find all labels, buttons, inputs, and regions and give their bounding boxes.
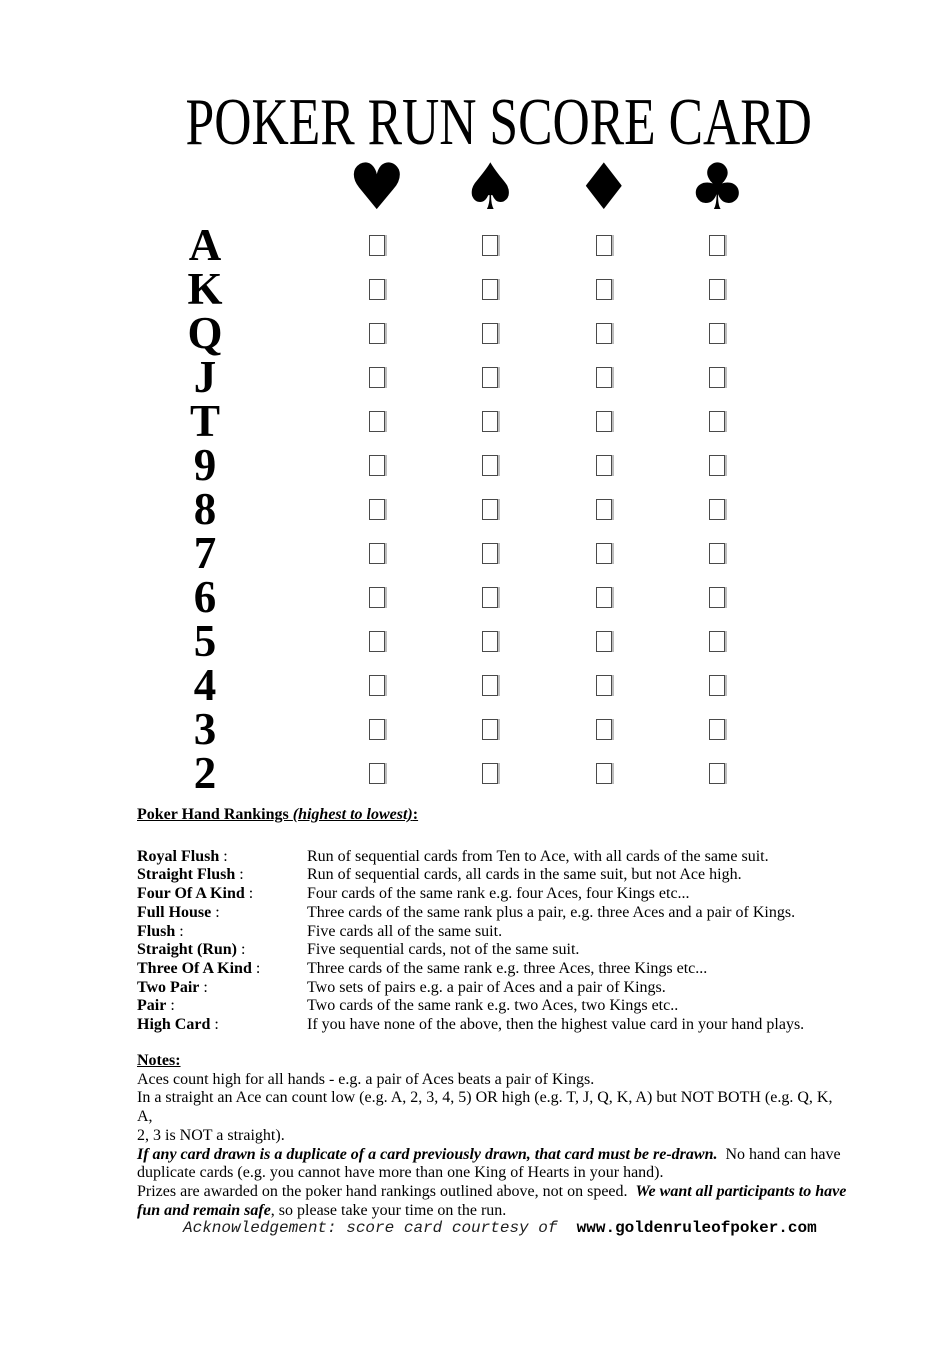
ranking-item xyxy=(137,941,851,960)
checkbox-cell-9-spades xyxy=(482,455,498,476)
checkbox-3-spades[interactable] xyxy=(482,719,498,740)
page-title xyxy=(0,85,950,159)
rankings-section xyxy=(137,806,851,1035)
rank-label-8: 8 xyxy=(193,484,217,534)
checkbox-cell-3-clubs xyxy=(709,719,725,740)
checkbox-K-hearts[interactable] xyxy=(369,279,385,300)
checkbox-Q-hearts[interactable] xyxy=(369,323,385,344)
ranking-term-cell xyxy=(137,1016,307,1035)
ranking-term-cell xyxy=(137,941,307,960)
checkbox-5-spades[interactable] xyxy=(482,631,498,652)
rank-label-6: 6 xyxy=(193,572,217,622)
checkbox-9-clubs[interactable] xyxy=(709,455,725,476)
checkbox-cell-J-hearts xyxy=(369,367,385,388)
rankings-list xyxy=(137,848,851,1035)
checkbox-9-diamonds[interactable] xyxy=(596,455,612,476)
checkbox-T-hearts[interactable] xyxy=(369,411,385,432)
checkbox-2-spades[interactable] xyxy=(482,763,498,784)
checkbox-cell-4-hearts xyxy=(369,675,385,696)
rank-label-2: 2 xyxy=(193,748,217,798)
checkbox-cell-8-diamonds xyxy=(596,499,612,520)
checkbox-cell-T-hearts xyxy=(369,411,385,432)
ranking-definition: If you have none of the above, then the highest value card in your hand plays. xyxy=(307,1016,805,1034)
rank-label-Q: Q xyxy=(187,308,223,358)
checkbox-cell-7-spades xyxy=(482,543,498,564)
rankings-heading xyxy=(137,806,851,825)
checkbox-9-spades[interactable] xyxy=(482,455,498,476)
checkbox-3-clubs[interactable] xyxy=(709,719,725,740)
note-line xyxy=(137,1089,851,1126)
ranking-item xyxy=(137,923,851,942)
checkbox-7-hearts[interactable] xyxy=(369,543,385,564)
ranking-item xyxy=(137,997,851,1016)
checkbox-cell-2-spades xyxy=(482,763,498,784)
note-text-segment: , so please take your time on the run. xyxy=(270,1201,507,1219)
checkbox-4-hearts[interactable] xyxy=(369,675,385,696)
rank-label-A: A xyxy=(188,220,222,270)
checkbox-cell-6-hearts xyxy=(369,587,385,608)
checkbox-cell-Q-diamonds xyxy=(596,323,612,344)
checkbox-K-clubs[interactable] xyxy=(709,279,725,300)
checkbox-8-hearts[interactable] xyxy=(369,499,385,520)
note-line xyxy=(137,1146,851,1165)
ranking-definition: Five cards all of the same suit. xyxy=(307,922,503,940)
notes-heading: Notes: xyxy=(137,1052,181,1069)
ranking-definition: Run of sequential cards, all cards in the same suit, but not Ace high. xyxy=(307,866,742,884)
checkbox-8-spades[interactable] xyxy=(482,499,498,520)
rank-label-7: 7 xyxy=(193,528,217,578)
checkbox-A-diamonds[interactable] xyxy=(596,235,612,256)
ranking-term: Full House xyxy=(137,903,212,921)
note-line xyxy=(137,1071,851,1090)
note-text-segment: duplicate cards (e.g. you cannot have more than one King of Hearts in your hand). xyxy=(137,1164,664,1182)
checkbox-cell-2-clubs xyxy=(709,763,725,784)
checkbox-Q-diamonds[interactable] xyxy=(596,323,612,344)
checkbox-cell-9-diamonds xyxy=(596,455,612,476)
ranking-term-colon: : xyxy=(211,903,220,921)
ranking-term: High Card xyxy=(137,1016,211,1034)
page-title-text: POKER RUN SCORE CARD xyxy=(185,85,813,159)
checkbox-cell-A-diamonds xyxy=(596,235,612,256)
suit-hearts-icon: ♥ xyxy=(348,151,406,225)
checkbox-cell-8-clubs xyxy=(709,499,725,520)
acknowledgement-url: www.goldenruleofpoker.com xyxy=(576,1219,817,1237)
ranking-term-colon: : xyxy=(199,978,208,996)
checkbox-cell-6-diamonds xyxy=(596,587,612,608)
note-line xyxy=(137,1202,851,1221)
checkbox-J-hearts[interactable] xyxy=(369,367,385,388)
checkbox-cell-J-diamonds xyxy=(596,367,612,388)
checkbox-cell-A-spades xyxy=(482,235,498,256)
checkbox-cell-4-clubs xyxy=(709,675,725,696)
ranking-definition: Two sets of pairs e.g. a pair of Aces and a pair of Kings. xyxy=(307,978,666,996)
checkbox-cell-6-spades xyxy=(482,587,498,608)
checkbox-4-diamonds[interactable] xyxy=(596,675,612,696)
rank-label-9: 9 xyxy=(193,440,217,490)
ranking-item xyxy=(137,866,851,885)
checkbox-K-spades[interactable] xyxy=(482,279,498,300)
checkbox-J-clubs[interactable] xyxy=(709,367,725,388)
note-line xyxy=(137,1164,851,1183)
note-text-segment: If any card drawn is a duplicate of a card previously drawn, that card must be re-drawn. xyxy=(137,1145,718,1163)
ranking-term-colon: : xyxy=(251,959,261,977)
ranking-term: Pair xyxy=(137,997,167,1015)
ranking-definition: Three cards of the same rank e.g. three Aces, three Kings etc... xyxy=(307,959,708,977)
checkbox-A-hearts[interactable] xyxy=(369,235,385,256)
checkbox-J-diamonds[interactable] xyxy=(596,367,612,388)
ranking-term-cell xyxy=(137,997,307,1016)
ranking-term-colon: : xyxy=(210,1016,219,1034)
checkbox-cell-8-spades xyxy=(482,499,498,520)
ranking-term: Royal Flush xyxy=(137,847,220,865)
checkbox-cell-A-clubs xyxy=(709,235,725,256)
checkbox-4-spades[interactable] xyxy=(482,675,498,696)
checkbox-cell-5-diamonds xyxy=(596,631,612,652)
ranking-term-colon: : xyxy=(244,885,254,903)
ranking-term-cell xyxy=(137,960,307,979)
checkbox-6-diamonds[interactable] xyxy=(596,587,612,608)
note-line xyxy=(137,1183,851,1202)
checkbox-4-clubs[interactable] xyxy=(709,675,725,696)
checkbox-cell-J-clubs xyxy=(709,367,725,388)
suit-clubs-icon: ♣ xyxy=(688,151,746,225)
rankings-heading-main: Poker Hand Rankings xyxy=(137,806,293,823)
checkbox-cell-K-hearts xyxy=(369,279,385,300)
checkbox-cell-J-spades xyxy=(482,367,498,388)
ranking-item xyxy=(137,979,851,998)
ranking-term-colon: : xyxy=(235,866,244,884)
ranking-term-cell xyxy=(137,848,307,867)
note-text-segment: 2, 3 is NOT a straight). xyxy=(137,1126,285,1144)
checkbox-5-diamonds[interactable] xyxy=(596,631,612,652)
checkbox-T-spades[interactable] xyxy=(482,411,498,432)
checkbox-cell-T-diamonds xyxy=(596,411,612,432)
checkbox-cell-9-clubs xyxy=(709,455,725,476)
acknowledgement-text: Acknowledgement: score card courtesy of xyxy=(183,1219,577,1237)
checkbox-2-hearts[interactable] xyxy=(369,763,385,784)
checkbox-cell-K-clubs xyxy=(709,279,725,300)
checkbox-cell-4-diamonds xyxy=(596,675,612,696)
ranking-definition: Run of sequential cards from Ten to Ace, with all cards of the same suit. xyxy=(307,847,769,865)
ranking-term-colon: : xyxy=(237,941,246,959)
ranking-term: Straight Flush xyxy=(137,866,236,884)
checkbox-6-hearts[interactable] xyxy=(369,587,385,608)
checkbox-9-hearts[interactable] xyxy=(369,455,385,476)
checkbox-cell-3-spades xyxy=(482,719,498,740)
checkbox-A-clubs[interactable] xyxy=(709,235,725,256)
note-text-segment: In a straight an Ace can count low (e.g. A, 2, 3, 4, 5) OR high (e.g. T, J, Q, K, A) but NOT BOTH (e.g. Q, K, A, xyxy=(137,1089,836,1126)
checkbox-cell-9-hearts xyxy=(369,455,385,476)
note-text-segment: No hand can have xyxy=(717,1145,841,1163)
checkbox-Q-spades[interactable] xyxy=(482,323,498,344)
rank-label-5: 5 xyxy=(193,616,217,666)
ranking-term: Two Pair xyxy=(137,978,200,996)
rank-label-K: K xyxy=(187,264,223,314)
checkbox-cell-3-diamonds xyxy=(596,719,612,740)
checkbox-cell-5-spades xyxy=(482,631,498,652)
rank-label-J: J xyxy=(193,352,217,402)
note-text-segment: Prizes are awarded on the poker hand rankings outlined above, not on speed. xyxy=(137,1182,636,1200)
checkbox-cell-A-hearts xyxy=(369,235,385,256)
checkbox-2-diamonds[interactable] xyxy=(596,763,612,784)
checkbox-3-hearts[interactable] xyxy=(369,719,385,740)
rank-label-4: 4 xyxy=(193,660,217,710)
ranking-item xyxy=(137,1016,851,1035)
ranking-term-cell xyxy=(137,923,307,942)
checkbox-cell-K-spades xyxy=(482,279,498,300)
notes-section xyxy=(137,1052,851,1220)
ranking-definition: Five sequential cards, not of the same suit. xyxy=(307,941,580,959)
checkbox-cell-6-clubs xyxy=(709,587,725,608)
checkbox-cell-7-hearts xyxy=(369,543,385,564)
ranking-item xyxy=(137,960,851,979)
ranking-item xyxy=(137,885,851,904)
score-grid xyxy=(170,220,774,798)
checkbox-7-diamonds[interactable] xyxy=(596,543,612,564)
ranking-item xyxy=(137,848,851,867)
checkbox-cell-2-hearts xyxy=(369,763,385,784)
ranking-term-cell xyxy=(137,885,307,904)
checkbox-cell-Q-clubs xyxy=(709,323,725,344)
checkbox-A-spades[interactable] xyxy=(482,235,498,256)
checkbox-3-diamonds[interactable] xyxy=(596,719,612,740)
ranking-term: Straight (Run) xyxy=(137,941,238,959)
note-text-segment: We want all participants to have xyxy=(635,1182,847,1200)
ranking-term-cell xyxy=(137,979,307,998)
checkbox-cell-Q-hearts xyxy=(369,323,385,344)
ranking-term-cell xyxy=(137,866,307,885)
rankings-heading-suffix: : xyxy=(412,806,419,823)
checkbox-5-hearts[interactable] xyxy=(369,631,385,652)
ranking-term: Four Of A Kind xyxy=(137,885,245,903)
notes-body xyxy=(137,1071,851,1221)
checkbox-2-clubs[interactable] xyxy=(709,763,725,784)
ranking-term: Three Of A Kind xyxy=(137,959,252,977)
checkbox-T-clubs[interactable] xyxy=(709,411,725,432)
checkbox-cell-8-hearts xyxy=(369,499,385,520)
checkbox-6-spades[interactable] xyxy=(482,587,498,608)
checkbox-Q-clubs[interactable] xyxy=(709,323,725,344)
note-text-segment: Aces count high for all hands - e.g. a pair of Aces beats a pair of Kings. xyxy=(137,1070,595,1088)
ranking-definition: Four cards of the same rank e.g. four Aces, four Kings etc... xyxy=(307,885,690,903)
note-text-segment: fun and remain safe xyxy=(137,1201,271,1219)
checkbox-8-clubs[interactable] xyxy=(709,499,725,520)
note-line xyxy=(137,1127,851,1146)
checkbox-6-clubs[interactable] xyxy=(709,587,725,608)
checkbox-T-diamonds[interactable] xyxy=(596,411,612,432)
checkbox-cell-Q-spades xyxy=(482,323,498,344)
checkbox-cell-5-hearts xyxy=(369,631,385,652)
checkbox-cell-3-hearts xyxy=(369,719,385,740)
acknowledgement xyxy=(183,1219,817,1238)
checkbox-J-spades[interactable] xyxy=(482,367,498,388)
checkbox-cell-4-spades xyxy=(482,675,498,696)
ranking-term: Flush xyxy=(137,922,176,940)
checkbox-7-clubs[interactable] xyxy=(709,543,725,564)
checkbox-7-spades[interactable] xyxy=(482,543,498,564)
ranking-definition: Three cards of the same rank plus a pair, e.g. three Aces and a pair of Kings. xyxy=(307,903,796,921)
checkbox-8-diamonds[interactable] xyxy=(596,499,612,520)
suit-header-row xyxy=(170,151,774,225)
ranking-item xyxy=(137,904,851,923)
ranking-term-colon: : xyxy=(166,997,175,1015)
rankings-heading-qualifier: (highest to lowest) xyxy=(292,806,413,823)
ranking-term-colon: : xyxy=(219,847,228,865)
checkbox-cell-7-diamonds xyxy=(596,543,612,564)
checkbox-cell-2-diamonds xyxy=(596,763,612,784)
checkbox-K-diamonds[interactable] xyxy=(596,279,612,300)
checkbox-cell-T-spades xyxy=(482,411,498,432)
rank-label-3: 3 xyxy=(193,704,217,754)
ranking-term-colon: : xyxy=(175,922,184,940)
ranking-definition: Two cards of the same rank e.g. two Aces, two Kings etc.. xyxy=(307,997,679,1015)
checkbox-cell-T-clubs xyxy=(709,411,725,432)
checkbox-cell-7-clubs xyxy=(709,543,725,564)
checkbox-5-clubs[interactable] xyxy=(709,631,725,652)
suit-diamonds-icon: ♦ xyxy=(575,151,633,225)
suit-spades-icon: ♠ xyxy=(461,151,519,225)
ranking-term-cell xyxy=(137,904,307,923)
rank-label-T: T xyxy=(189,396,220,446)
checkbox-cell-K-diamonds xyxy=(596,279,612,300)
checkbox-cell-5-clubs xyxy=(709,631,725,652)
